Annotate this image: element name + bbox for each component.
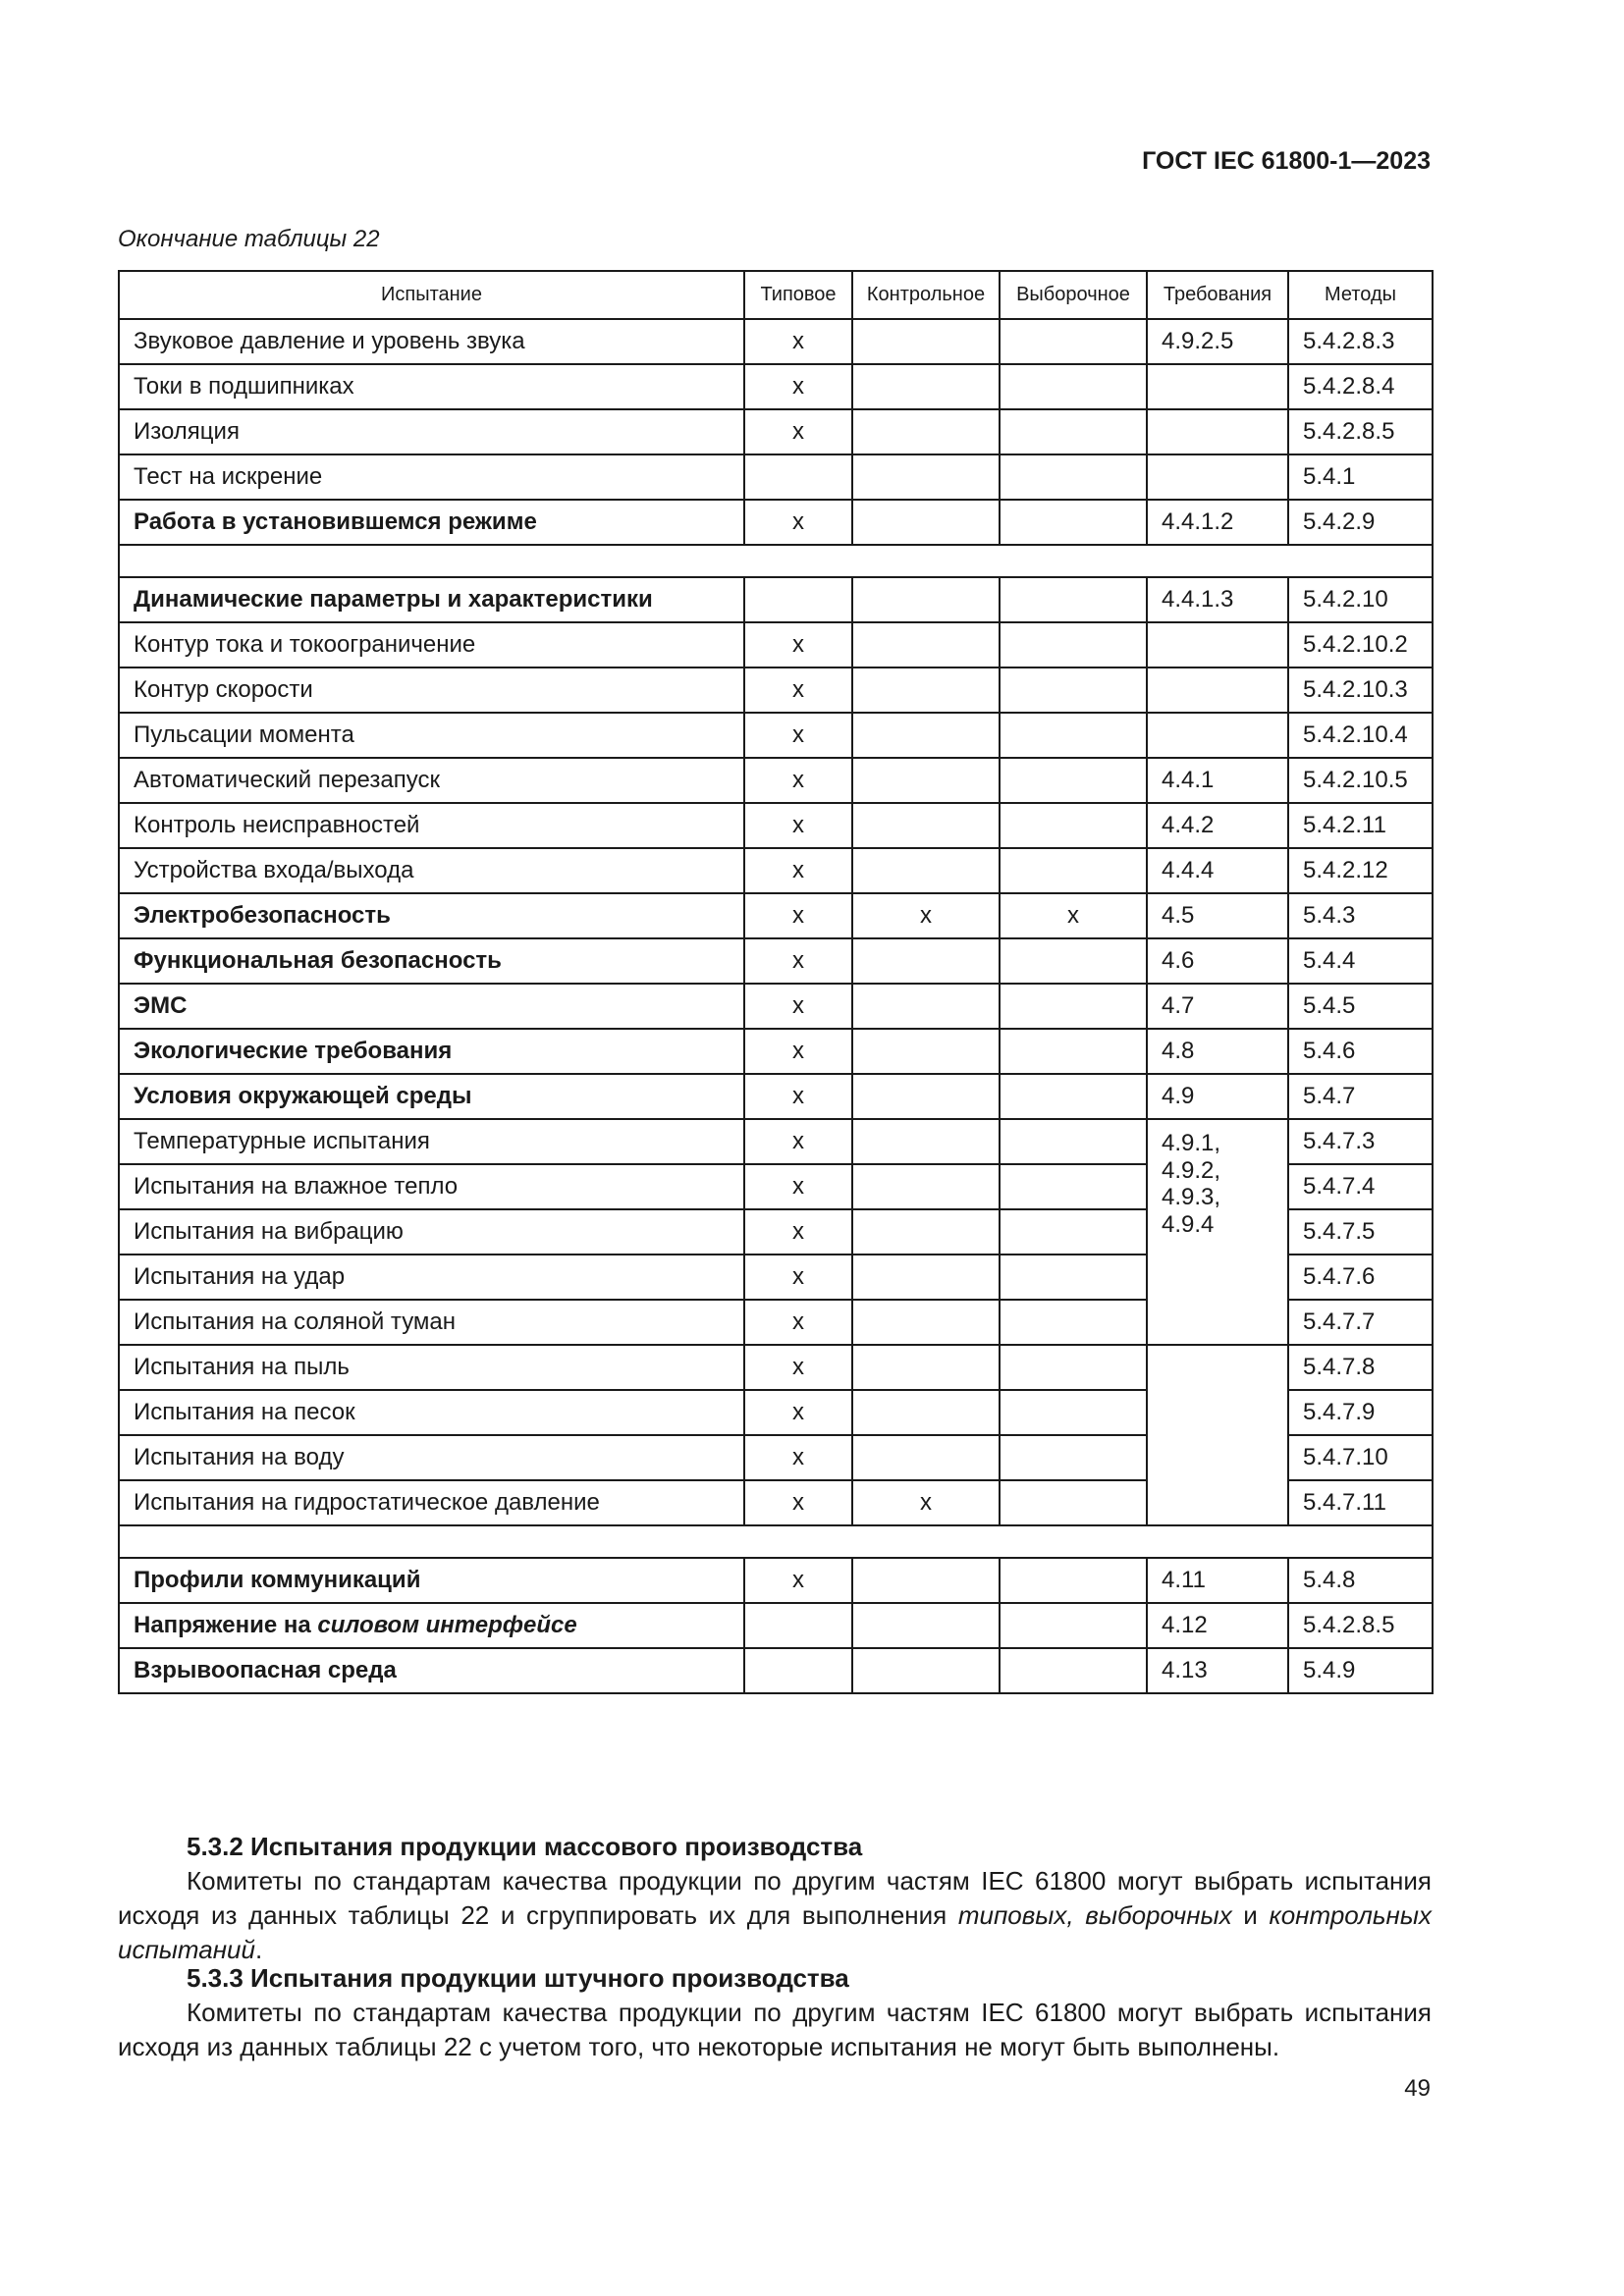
test-name: Профили коммуникаций [119,1558,744,1603]
test-name: Экологические требования [119,1029,744,1074]
methods: 5.4.7 [1288,1074,1433,1119]
sample-mark [1000,1074,1147,1119]
type-mark: x [744,1074,852,1119]
type-mark [744,1603,852,1648]
sample-mark [1000,1480,1147,1525]
methods: 5.4.7.10 [1288,1435,1433,1480]
control-mark [852,500,1000,545]
col-header-test: Испытание [119,271,744,319]
type-mark [744,577,852,622]
sample-mark [1000,713,1147,758]
test-name: Контур скорости [119,667,744,713]
type-mark: x [744,1345,852,1390]
col-header-type: Типовое [744,271,852,319]
test-name: Испытания на песок [119,1390,744,1435]
type-mark: x [744,1119,852,1164]
sample-mark [1000,409,1147,454]
test-name: Испытания на соляной туман [119,1300,744,1345]
section-paragraph-5-3-3 [118,1996,1432,2064]
control-mark [852,1648,1000,1693]
methods: 5.4.7.4 [1288,1164,1433,1209]
control-mark [852,1603,1000,1648]
methods: 5.4.5 [1288,984,1433,1029]
test-name: Изоляция [119,409,744,454]
sample-mark [1000,1300,1147,1345]
test-name: Работа в установившемся режиме [119,500,744,545]
table-spacer-row [119,545,1433,577]
requirements: 4.8 [1147,1029,1288,1074]
sample-mark [1000,1029,1147,1074]
standard-id: ГОСТ IEC 61800-1—2023 [1142,147,1431,175]
methods: 5.4.2.8.4 [1288,364,1433,409]
control-mark [852,848,1000,893]
sample-mark [1000,454,1147,500]
test-name: Контур тока и токоограничение [119,622,744,667]
methods: 5.4.2.11 [1288,803,1433,848]
control-mark [852,938,1000,984]
control-mark [852,1074,1000,1119]
test-name: Испытания на вибрацию [119,1209,744,1255]
control-mark [852,1164,1000,1209]
test-name-bold-part: Напряжение на [134,1612,311,1638]
table-row [119,1119,1433,1164]
test-name: ЭМС [119,984,744,1029]
control-mark [852,1255,1000,1300]
requirements: 4.13 [1147,1648,1288,1693]
table-row [119,1648,1433,1693]
methods: 5.4.8 [1288,1558,1433,1603]
sample-mark [1000,1558,1147,1603]
control-mark [852,1119,1000,1164]
type-mark: x [744,409,852,454]
methods: 5.4.2.10.4 [1288,713,1433,758]
sample-mark [1000,938,1147,984]
test-name: Взрывоопасная среда [119,1648,744,1693]
type-mark: x [744,1164,852,1209]
requirements [1147,713,1288,758]
methods: 5.4.2.8.5 [1288,1603,1433,1648]
col-header-requirements: Требования [1147,271,1288,319]
type-mark: x [744,1255,852,1300]
requirements [1147,454,1288,500]
methods: 5.4.3 [1288,893,1433,938]
table-caption: Окончание таблицы 22 [118,226,380,252]
control-mark [852,454,1000,500]
text-part: . [254,1935,263,1964]
sample-mark [1000,319,1147,364]
test-name: Устройства входа/выхода [119,848,744,893]
test-name: Звуковое давление и уровень звука [119,319,744,364]
type-mark: x [744,667,852,713]
table-row [119,848,1433,893]
control-mark [852,409,1000,454]
methods: 5.4.2.9 [1288,500,1433,545]
text-part: и [1231,1900,1270,1930]
test-name: Испытания на гидростатическое давление [119,1480,744,1525]
control-mark [852,1390,1000,1435]
control-mark [852,364,1000,409]
text-italic-part: контрольных испытаний [118,1900,1432,1964]
type-mark: x [744,984,852,1029]
type-mark: x [744,713,852,758]
type-mark: x [744,364,852,409]
requirements: 4.4.1 [1147,758,1288,803]
type-mark: x [744,1029,852,1074]
test-name [119,1603,744,1648]
table-row [119,454,1433,500]
table-row [119,938,1433,984]
col-header-methods: Методы [1288,271,1433,319]
sample-mark [1000,1435,1147,1480]
control-mark [852,984,1000,1029]
sample-mark [1000,667,1147,713]
col-header-sample: Выборочное [1000,271,1147,319]
methods: 5.4.7.11 [1288,1480,1433,1525]
methods: 5.4.1 [1288,454,1433,500]
table-row [119,1345,1433,1390]
requirements: 4.4.1.3 [1147,577,1288,622]
requirements: 4.12 [1147,1603,1288,1648]
requirements: 4.5 [1147,893,1288,938]
type-mark: x [744,848,852,893]
requirements-merged: 4.9.1, 4.9.2, 4.9.3, 4.9.4 [1147,1119,1288,1345]
requirements [1147,409,1288,454]
section-heading-5-3-3: 5.3.3 Испытания продукции штучного производства [187,1963,849,1993]
methods: 5.4.2.12 [1288,848,1433,893]
test-name: Испытания на воду [119,1435,744,1480]
type-mark: x [744,938,852,984]
table-row [119,1603,1433,1648]
sample-mark [1000,1603,1147,1648]
table-row [119,667,1433,713]
sample-mark [1000,1164,1147,1209]
methods: 5.4.7.9 [1288,1390,1433,1435]
requirements [1147,667,1288,713]
sample-mark: x [1000,893,1147,938]
test-name: Испытания на удар [119,1255,744,1300]
methods: 5.4.2.10.3 [1288,667,1433,713]
type-mark: x [744,319,852,364]
table-row [119,500,1433,545]
methods: 5.4.7.7 [1288,1300,1433,1345]
control-mark [852,1029,1000,1074]
control-mark [852,758,1000,803]
type-mark: x [744,893,852,938]
control-mark [852,1558,1000,1603]
methods: 5.4.7.5 [1288,1209,1433,1255]
type-mark: x [744,1435,852,1480]
requirements: 4.6 [1147,938,1288,984]
control-mark: x [852,893,1000,938]
sample-mark [1000,758,1147,803]
sample-mark [1000,984,1147,1029]
sample-mark [1000,1119,1147,1164]
test-name: Тест на искрение [119,454,744,500]
text-part: Комитеты по стандартам качества продукции по другим частям IEC 61800 могут выбрать испытания исходя из данных таблицы 22 и сгруппировать их для выполнения [118,1866,1432,1930]
sample-mark [1000,1648,1147,1693]
table-row [119,319,1433,364]
type-mark: x [744,758,852,803]
test-name: Температурные испытания [119,1119,744,1164]
table-row [119,984,1433,1029]
control-mark [852,713,1000,758]
table-row [119,1074,1433,1119]
sample-mark [1000,577,1147,622]
spacer-cell [119,545,1433,577]
methods: 5.4.2.8.3 [1288,319,1433,364]
sample-mark [1000,803,1147,848]
methods: 5.4.9 [1288,1648,1433,1693]
table-row [119,1558,1433,1603]
methods: 5.4.2.10 [1288,577,1433,622]
sample-mark [1000,364,1147,409]
table-row [119,803,1433,848]
test-name: Испытания на пыль [119,1345,744,1390]
table-spacer-row [119,1525,1433,1558]
type-mark [744,454,852,500]
table-row [119,622,1433,667]
sample-mark [1000,500,1147,545]
test-name: Пульсации момента [119,713,744,758]
col-header-control: Контрольное [852,271,1000,319]
requirements: 4.4.2 [1147,803,1288,848]
control-mark [852,667,1000,713]
methods: 5.4.2.8.5 [1288,409,1433,454]
requirements [1147,364,1288,409]
paragraph-text: Комитеты по стандартам качества продукции по другим частям IEC 61800 могут выбрать испытания исходя из данных таблицы 22 с учетом того, что некоторые испытания не могут быть выполнены. [118,1998,1432,2061]
type-mark: x [744,1300,852,1345]
requirements-merged-empty [1147,1345,1288,1525]
control-mark [852,622,1000,667]
type-mark: x [744,622,852,667]
table-row [119,713,1433,758]
sample-mark [1000,848,1147,893]
table-row [119,893,1433,938]
paragraph-text [118,1864,1432,1967]
requirements: 4.9 [1147,1074,1288,1119]
sample-mark [1000,1255,1147,1300]
table-row [119,577,1433,622]
test-name: Функциональная безопасность [119,938,744,984]
methods: 5.4.7.3 [1288,1119,1433,1164]
control-mark [852,803,1000,848]
type-mark [744,1648,852,1693]
requirements: 4.4.4 [1147,848,1288,893]
control-mark [852,1300,1000,1345]
methods: 5.4.7.6 [1288,1255,1433,1300]
type-mark: x [744,1209,852,1255]
test-name: Динамические параметры и характеристики [119,577,744,622]
table-header-row [119,271,1433,319]
tests-table [118,270,1434,1694]
control-mark [852,577,1000,622]
test-name: Токи в подшипниках [119,364,744,409]
section-heading-5-3-2: 5.3.2 Испытания продукции массового производства [187,1832,863,1861]
type-mark: x [744,1390,852,1435]
table-row [119,364,1433,409]
test-name: Автоматический перезапуск [119,758,744,803]
sample-mark [1000,622,1147,667]
type-mark: x [744,500,852,545]
test-name: Контроль неисправностей [119,803,744,848]
sample-mark [1000,1209,1147,1255]
requirements: 4.9.2.5 [1147,319,1288,364]
requirements: 4.4.1.2 [1147,500,1288,545]
test-name-italic-part: силовом интерфейсе [317,1612,577,1638]
control-mark [852,1345,1000,1390]
methods: 5.4.2.10.5 [1288,758,1433,803]
type-mark: x [744,1558,852,1603]
table-row [119,758,1433,803]
requirements: 4.7 [1147,984,1288,1029]
sample-mark [1000,1390,1147,1435]
methods: 5.4.7.8 [1288,1345,1433,1390]
spacer-cell [119,1525,1433,1558]
test-name: Условия окружающей среды [119,1074,744,1119]
requirements: 4.11 [1147,1558,1288,1603]
control-mark [852,1209,1000,1255]
type-mark: x [744,1480,852,1525]
methods: 5.4.2.10.2 [1288,622,1433,667]
test-name: Испытания на влажное тепло [119,1164,744,1209]
methods: 5.4.6 [1288,1029,1433,1074]
requirements [1147,622,1288,667]
text-italic-part: типовых, выборочных [957,1900,1232,1930]
table-row [119,409,1433,454]
sample-mark [1000,1345,1147,1390]
section-paragraph-5-3-2 [118,1864,1432,1967]
type-mark: x [744,803,852,848]
table-row [119,1029,1433,1074]
control-mark [852,319,1000,364]
control-mark [852,1435,1000,1480]
test-name: Электробезопасность [119,893,744,938]
methods: 5.4.4 [1288,938,1433,984]
control-mark: x [852,1480,1000,1525]
page-number: 49 [1404,2075,1431,2102]
